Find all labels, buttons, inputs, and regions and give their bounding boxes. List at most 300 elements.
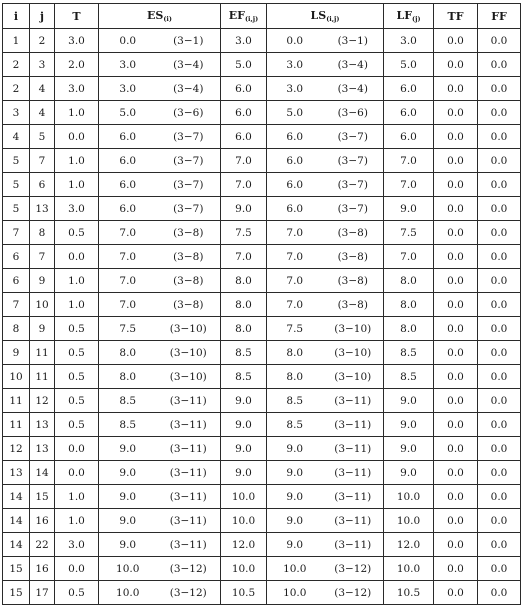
cell-ef: 6.0 [221,77,267,101]
schedule-table [2,3,521,605]
cell-ff: 0.0 [478,437,521,461]
cell-j: 6 [30,173,55,197]
cell-lf: 9.0 [384,437,434,461]
cell-tf: 0.0 [434,221,478,245]
cell-ff: 0.0 [478,101,521,125]
cell-ls-ref: (3−8) [323,245,384,269]
cell-ls-ref: (3−7) [323,149,384,173]
cell-lf: 8.0 [384,269,434,293]
cell-t: 0.5 [55,413,99,437]
cell-es-ref: (3−8) [157,293,221,317]
cell-i: 15 [3,581,30,605]
cell-t: 0.5 [55,317,99,341]
cell-ls-ref: (3−12) [323,581,384,605]
cell-ef: 8.5 [221,341,267,365]
cell-es: 9.0 [99,461,157,485]
cell-i: 7 [3,293,30,317]
header-j: j [30,4,55,29]
cell-ff: 0.0 [478,485,521,509]
cell-t: 3.0 [55,77,99,101]
cell-ef: 8.0 [221,317,267,341]
cell-ff: 0.0 [478,581,521,605]
cell-t: 1.0 [55,149,99,173]
cell-t: 1.0 [55,485,99,509]
cell-es: 8.5 [99,389,157,413]
cell-j: 5 [30,125,55,149]
table-row [3,557,521,581]
cell-ls: 8.5 [267,389,323,413]
cell-ls: 7.5 [267,317,323,341]
cell-lf: 5.0 [384,53,434,77]
table-row [3,293,521,317]
cell-lf: 8.0 [384,293,434,317]
table-row [3,245,521,269]
cell-i: 9 [3,341,30,365]
cell-tf: 0.0 [434,389,478,413]
cell-ef: 6.0 [221,125,267,149]
cell-tf: 0.0 [434,101,478,125]
header-row [3,4,521,29]
cell-ls: 6.0 [267,197,323,221]
cell-i: 12 [3,437,30,461]
table-row [3,341,521,365]
table-row [3,581,521,605]
table-row [3,173,521,197]
cell-es-ref: (3−10) [157,341,221,365]
cell-es-ref: (3−11) [157,533,221,557]
cell-ls-ref: (3−11) [323,533,384,557]
cell-j: 9 [30,269,55,293]
cell-t: 0.0 [55,557,99,581]
cell-j: 11 [30,341,55,365]
cell-ls: 3.0 [267,53,323,77]
cell-ls-ref: (3−7) [323,173,384,197]
cell-es-ref: (3−8) [157,245,221,269]
cell-es: 3.0 [99,53,157,77]
cell-i: 1 [3,29,30,53]
cell-ls-ref: (3−6) [323,101,384,125]
cell-ef: 8.5 [221,365,267,389]
cell-ff: 0.0 [478,125,521,149]
table-row [3,53,521,77]
cell-j: 3 [30,53,55,77]
cell-j: 22 [30,533,55,557]
cell-lf: 8.5 [384,365,434,389]
cell-ef: 10.0 [221,557,267,581]
cell-es: 6.0 [99,197,157,221]
cell-ff: 0.0 [478,245,521,269]
cell-ef: 7.5 [221,221,267,245]
cell-ff: 0.0 [478,413,521,437]
cell-lf: 10.0 [384,485,434,509]
cell-t: 1.0 [55,293,99,317]
header-es: $ES_{(i)}$ [99,4,221,29]
cell-es: 8.0 [99,365,157,389]
cell-j: 10 [30,293,55,317]
cell-tf: 0.0 [434,413,478,437]
cell-i: 14 [3,485,30,509]
header-ff: FF [478,4,521,29]
cell-ls-ref: (3−4) [323,77,384,101]
cell-es-ref: (3−7) [157,197,221,221]
cell-tf: 0.0 [434,269,478,293]
cell-t: 0.5 [55,389,99,413]
cell-es: 8.0 [99,341,157,365]
cell-tf: 0.0 [434,77,478,101]
cell-tf: 0.0 [434,485,478,509]
table-row [3,269,521,293]
cell-ef: 3.0 [221,29,267,53]
cell-ff: 0.0 [478,389,521,413]
table-row [3,197,521,221]
cell-i: 13 [3,461,30,485]
cell-i: 2 [3,53,30,77]
cell-tf: 0.0 [434,197,478,221]
header-ef: $EF_{(i,j)}$ [221,4,267,29]
cell-tf: 0.0 [434,461,478,485]
cell-ls: 8.0 [267,341,323,365]
cell-es-ref: (3−8) [157,221,221,245]
cell-j: 4 [30,77,55,101]
cell-ls-ref: (3−12) [323,557,384,581]
table-row [3,533,521,557]
cell-tf: 0.0 [434,557,478,581]
cell-j: 12 [30,389,55,413]
cell-es: 7.0 [99,245,157,269]
cell-ls-ref: (3−11) [323,437,384,461]
cell-es: 9.0 [99,485,157,509]
cell-ls: 10.0 [267,557,323,581]
cell-es: 6.0 [99,173,157,197]
cell-tf: 0.0 [434,149,478,173]
cell-ef: 9.0 [221,389,267,413]
cell-ls: 8.5 [267,413,323,437]
cell-j: 15 [30,485,55,509]
table-row [3,389,521,413]
cell-ls-ref: (3−11) [323,485,384,509]
cell-es: 9.0 [99,437,157,461]
cell-lf: 8.5 [384,341,434,365]
cell-ff: 0.0 [478,317,521,341]
cell-i: 10 [3,365,30,389]
cell-ef: 10.0 [221,509,267,533]
table-row [3,317,521,341]
cell-ls: 9.0 [267,485,323,509]
cell-j: 16 [30,509,55,533]
cell-t: 1.0 [55,101,99,125]
cell-ls: 0.0 [267,29,323,53]
cell-es: 7.5 [99,317,157,341]
cell-ef: 9.0 [221,413,267,437]
cell-ls: 5.0 [267,101,323,125]
cell-ff: 0.0 [478,365,521,389]
cell-es-ref: (3−11) [157,509,221,533]
table-row [3,413,521,437]
cell-j: 4 [30,101,55,125]
cell-es: 9.0 [99,509,157,533]
cell-i: 2 [3,77,30,101]
cell-ls: 9.0 [267,509,323,533]
cell-ls-ref: (3−10) [323,341,384,365]
cell-es-ref: (3−12) [157,581,221,605]
cell-es: 5.0 [99,101,157,125]
cell-tf: 0.0 [434,581,478,605]
table-row [3,437,521,461]
cell-ef: 9.0 [221,461,267,485]
cell-tf: 0.0 [434,533,478,557]
header-t: T [55,4,99,29]
cell-tf: 0.0 [434,245,478,269]
cell-es-ref: (3−7) [157,149,221,173]
cell-ls: 7.0 [267,293,323,317]
cell-ls: 6.0 [267,173,323,197]
cell-ls-ref: (3−8) [323,293,384,317]
cell-ef: 7.0 [221,245,267,269]
cell-lf: 7.0 [384,245,434,269]
cell-j: 13 [30,197,55,221]
table-row [3,461,521,485]
cell-j: 16 [30,557,55,581]
cell-j: 2 [30,29,55,53]
cell-es-ref: (3−4) [157,77,221,101]
cell-j: 13 [30,437,55,461]
cell-ff: 0.0 [478,557,521,581]
cell-es: 10.0 [99,581,157,605]
cell-tf: 0.0 [434,509,478,533]
cell-es-ref: (3−12) [157,557,221,581]
cell-ef: 12.0 [221,533,267,557]
cell-t: 0.5 [55,581,99,605]
table-row [3,101,521,125]
cell-es: 9.0 [99,533,157,557]
table-row [3,221,521,245]
cell-es-ref: (3−11) [157,485,221,509]
cell-ff: 0.0 [478,509,521,533]
cell-lf: 9.0 [384,197,434,221]
cell-tf: 0.0 [434,173,478,197]
cell-t: 0.0 [55,125,99,149]
cell-tf: 0.0 [434,293,478,317]
cell-j: 13 [30,413,55,437]
cell-j: 8 [30,221,55,245]
cell-i: 5 [3,197,30,221]
cell-t: 1.0 [55,269,99,293]
cell-ff: 0.0 [478,149,521,173]
cell-j: 11 [30,365,55,389]
header-lf: $LF_{(j)}$ [384,4,434,29]
cell-tf: 0.0 [434,365,478,389]
cell-t: 0.0 [55,245,99,269]
cell-es: 7.0 [99,293,157,317]
cell-t: 0.5 [55,221,99,245]
cell-ff: 0.0 [478,197,521,221]
cell-lf: 7.0 [384,173,434,197]
cell-ls: 3.0 [267,77,323,101]
cell-ls-ref: (3−1) [323,29,384,53]
cell-lf: 6.0 [384,101,434,125]
cell-ff: 0.0 [478,269,521,293]
header-i: i [3,4,30,29]
cell-ff: 0.0 [478,221,521,245]
cell-es-ref: (3−11) [157,461,221,485]
table-row [3,149,521,173]
cell-ls: 9.0 [267,461,323,485]
cell-lf: 6.0 [384,77,434,101]
cell-j: 7 [30,149,55,173]
cell-ls-ref: (3−4) [323,53,384,77]
cell-j: 7 [30,245,55,269]
cell-ls-ref: (3−11) [323,461,384,485]
cell-ls: 9.0 [267,533,323,557]
cell-ff: 0.0 [478,173,521,197]
cell-es-ref: (3−10) [157,365,221,389]
cell-ef: 9.0 [221,197,267,221]
cell-lf: 8.0 [384,317,434,341]
cell-ff: 0.0 [478,341,521,365]
cell-i: 5 [3,149,30,173]
header-ls: $LS_{(i,j)}$ [267,4,384,29]
cell-tf: 0.0 [434,53,478,77]
cell-i: 14 [3,533,30,557]
cell-lf: 9.0 [384,461,434,485]
cell-lf: 10.5 [384,581,434,605]
table-row [3,77,521,101]
cell-i: 11 [3,413,30,437]
cell-t: 0.5 [55,341,99,365]
cell-ff: 0.0 [478,53,521,77]
cell-i: 11 [3,389,30,413]
cell-t: 0.5 [55,365,99,389]
cell-ls: 7.0 [267,245,323,269]
cell-es-ref: (3−11) [157,437,221,461]
cell-t: 1.0 [55,173,99,197]
cell-ls-ref: (3−11) [323,389,384,413]
table-row [3,125,521,149]
cell-ef: 10.0 [221,485,267,509]
cell-t: 2.0 [55,53,99,77]
cell-ff: 0.0 [478,461,521,485]
cell-ls: 6.0 [267,149,323,173]
cell-ff: 0.0 [478,533,521,557]
cell-t: 0.0 [55,437,99,461]
cell-es-ref: (3−8) [157,269,221,293]
cell-ef: 9.0 [221,437,267,461]
schedule-table-container [2,3,521,605]
cell-es-ref: (3−7) [157,125,221,149]
cell-t: 3.0 [55,197,99,221]
cell-ls-ref: (3−11) [323,509,384,533]
cell-j: 9 [30,317,55,341]
table-row [3,509,521,533]
cell-ef: 8.0 [221,293,267,317]
cell-ls-ref: (3−10) [323,317,384,341]
cell-es: 6.0 [99,149,157,173]
cell-es-ref: (3−6) [157,101,221,125]
cell-t: 0.0 [55,461,99,485]
cell-ff: 0.0 [478,29,521,53]
cell-i: 3 [3,101,30,125]
table-row [3,29,521,53]
cell-ls: 8.0 [267,365,323,389]
cell-ff: 0.0 [478,77,521,101]
cell-j: 14 [30,461,55,485]
cell-es: 8.5 [99,413,157,437]
cell-ls-ref: (3−8) [323,221,384,245]
cell-lf: 9.0 [384,389,434,413]
cell-ls: 6.0 [267,125,323,149]
cell-lf: 10.0 [384,557,434,581]
cell-i: 7 [3,221,30,245]
cell-i: 8 [3,317,30,341]
cell-es: 0.0 [99,29,157,53]
cell-es: 7.0 [99,269,157,293]
cell-ef: 7.0 [221,149,267,173]
cell-i: 14 [3,509,30,533]
cell-i: 6 [3,245,30,269]
cell-ls-ref: (3−11) [323,413,384,437]
cell-tf: 0.0 [434,341,478,365]
cell-ef: 8.0 [221,269,267,293]
cell-ef: 10.5 [221,581,267,605]
table-body [3,29,521,605]
cell-es-ref: (3−4) [157,53,221,77]
cell-es-ref: (3−1) [157,29,221,53]
cell-ls-ref: (3−7) [323,197,384,221]
cell-ls-ref: (3−7) [323,125,384,149]
cell-tf: 0.0 [434,125,478,149]
cell-lf: 7.5 [384,221,434,245]
cell-j: 17 [30,581,55,605]
cell-i: 4 [3,125,30,149]
cell-i: 5 [3,173,30,197]
cell-ef: 5.0 [221,53,267,77]
cell-lf: 6.0 [384,125,434,149]
cell-lf: 7.0 [384,149,434,173]
cell-i: 6 [3,269,30,293]
cell-tf: 0.0 [434,29,478,53]
cell-ls: 7.0 [267,269,323,293]
header-tf: TF [434,4,478,29]
cell-ff: 0.0 [478,293,521,317]
cell-es-ref: (3−11) [157,413,221,437]
cell-ls-ref: (3−8) [323,269,384,293]
cell-i: 15 [3,557,30,581]
cell-tf: 0.0 [434,437,478,461]
cell-ls: 7.0 [267,221,323,245]
cell-es-ref: (3−11) [157,389,221,413]
cell-es: 10.0 [99,557,157,581]
cell-tf: 0.0 [434,317,478,341]
cell-ef: 7.0 [221,173,267,197]
cell-lf: 9.0 [384,413,434,437]
cell-ef: 6.0 [221,101,267,125]
cell-ls: 10.0 [267,581,323,605]
cell-lf: 12.0 [384,533,434,557]
cell-t: 3.0 [55,533,99,557]
cell-ls-ref: (3−10) [323,365,384,389]
cell-es: 3.0 [99,77,157,101]
cell-lf: 10.0 [384,509,434,533]
table-row [3,365,521,389]
cell-t: 3.0 [55,29,99,53]
cell-ls: 9.0 [267,437,323,461]
table-row [3,485,521,509]
cell-t: 1.0 [55,509,99,533]
cell-es: 6.0 [99,125,157,149]
cell-lf: 3.0 [384,29,434,53]
cell-es: 7.0 [99,221,157,245]
cell-es-ref: (3−10) [157,317,221,341]
